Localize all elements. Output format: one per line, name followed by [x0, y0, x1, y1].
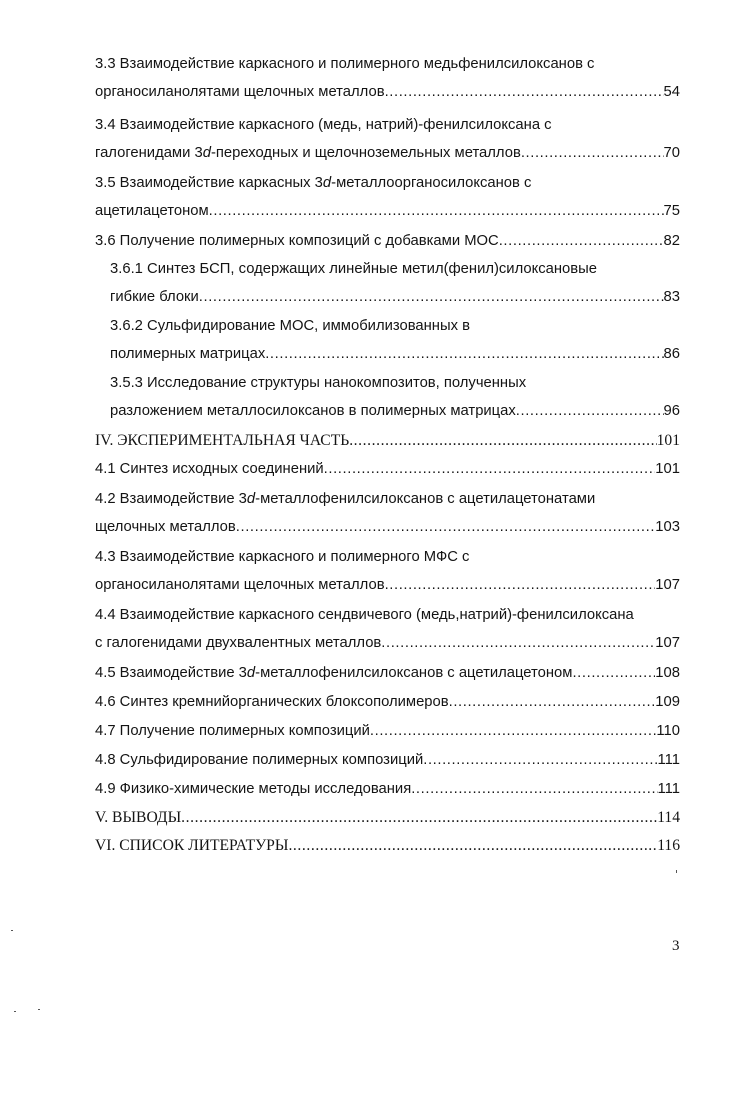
toc-entry-vi	[95, 836, 680, 856]
dot-leader	[199, 287, 664, 307]
toc-entry-3-6-1	[110, 259, 680, 307]
page-ref: 54	[663, 84, 680, 100]
toc-entry-3-5-3	[110, 373, 680, 421]
dot-leader	[449, 692, 656, 712]
toc-entry-title: 4.9 Физико-химические методы исследования	[95, 781, 412, 797]
page-ref: 107	[655, 635, 680, 651]
toc-entry-title-cont: полимерных матрицах	[110, 346, 266, 362]
page-ref: 107	[655, 577, 680, 593]
toc-entry-4-6	[95, 692, 680, 712]
toc-entry-title-cont: органосиланолятами щелочных металлов	[95, 84, 385, 100]
toc-entry-title-cont: галогенидами 3d-переходных и щелочноземельных металлов	[95, 145, 521, 161]
toc-entry-title-cont: щелочных металлов	[95, 519, 236, 535]
dot-leader	[209, 201, 664, 221]
toc-entry-4-4	[95, 605, 680, 653]
dot-leader	[572, 663, 655, 683]
scan-speck	[11, 930, 13, 931]
dot-leader	[236, 517, 656, 537]
toc-entry-title: 3.6.2 Сульфидирование МОС, иммобилизованных в	[110, 318, 470, 334]
toc-entry-3-5	[95, 173, 680, 221]
toc-entry-title: 4.4 Взаимодействие каркасного сендвичевого (медь,натрий)-фенилсилоксана	[95, 607, 634, 623]
toc-entry-title: 3.3 Взаимодействие каркасного и полимерного медьфенилсилоксанов с	[95, 56, 595, 72]
dot-leader	[381, 633, 655, 653]
page-ref: 114	[657, 809, 680, 826]
toc-entry-title: V. ВЫВОДЫ	[95, 809, 182, 826]
toc-entry-4-2	[95, 489, 680, 537]
toc-entry-3-3	[95, 54, 680, 102]
toc-entry-4-1	[95, 459, 680, 479]
toc-entry-title: 4.6 Синтез кремнийорганических блоксополимеров	[95, 694, 449, 710]
scan-speck	[14, 1011, 16, 1012]
page-number: 3	[672, 938, 680, 954]
toc-entry-title: 4.8 Сульфидирование полимерных композиций	[95, 752, 424, 768]
toc-entry-4-8	[95, 750, 680, 770]
page-ref: 111	[657, 781, 680, 797]
page-ref: 109	[655, 694, 680, 710]
toc-entry-v	[95, 808, 680, 828]
page-ref: 108	[655, 665, 680, 681]
dot-leader	[516, 401, 664, 421]
page-ref: 101	[656, 432, 680, 449]
toc-entry-title: IV. ЭКСПЕРИМЕНТАЛЬНАЯ ЧАСТЬ	[95, 432, 350, 449]
toc-entry-title-cont: гибкие блоки	[110, 289, 199, 305]
toc-entry-title: 4.7 Получение полимерных композиций	[95, 723, 370, 739]
page-ref: 86	[663, 346, 680, 362]
toc-entry-title: 3.5.3 Исследование структуры нанокомпозитов, полученных	[110, 375, 527, 391]
dot-leader	[370, 721, 657, 741]
toc-entry-4-9	[95, 779, 680, 799]
page-ref: 101	[655, 461, 680, 477]
toc-entry-title-cont: разложением металлосилоксанов в полимерных матрицах	[110, 403, 516, 419]
page-ref: 96	[663, 403, 680, 419]
scan-speck	[676, 870, 677, 873]
toc-entry-title: 4.1 Синтез исходных соединений	[95, 461, 324, 477]
page-ref: 75	[663, 203, 680, 219]
dot-leader	[349, 431, 656, 451]
page-ref: 103	[655, 519, 680, 535]
dot-leader	[385, 82, 664, 102]
toc-entry-title: VI. СПИСОК ЛИТЕРАТУРЫ	[95, 837, 289, 854]
dot-leader	[521, 143, 664, 163]
dot-leader	[411, 779, 657, 799]
toc-entry-title: 3.4 Взаимодействие каркасного (медь, натрий)-фенилсилоксана с	[95, 117, 552, 133]
toc-entry-3-6-2	[110, 316, 680, 364]
toc-entry-title: 4.5 Взаимодействие 3d-металлофенилсилоксанов с ацетилацетоном	[95, 665, 573, 681]
toc-entry-4-7	[95, 721, 680, 741]
toc-entry-3-4	[95, 115, 680, 163]
page-ref: 82	[663, 233, 680, 249]
page-ref: 116	[657, 837, 680, 854]
dot-leader	[288, 836, 657, 856]
toc-entry-4-5	[95, 663, 680, 683]
page-ref: 70	[663, 145, 680, 161]
dot-leader	[324, 459, 656, 479]
toc-entry-title: 3.6.1 Синтез БСП, содержащих линейные метил(фенил)силоксановые	[110, 261, 597, 277]
toc-entry-4-3	[95, 547, 680, 595]
dot-leader	[423, 750, 657, 770]
toc-entry-title: 3.5 Взаимодействие каркасных 3 d -металлоорганосилоксанов с	[95, 175, 532, 191]
toc-entry-title-cont: ацетилацетоном	[95, 203, 209, 219]
toc-entry-title: 3.6 Получение полимерных композиций с добавками МОС	[95, 233, 499, 249]
toc-entry-3-6	[95, 231, 680, 251]
toc-entry-title: 4.2 Взаимодействие 3 d -металлофенилсилоксанов с ацетилацетонатами	[95, 491, 596, 507]
toc-entry-iv	[95, 431, 680, 451]
scan-speck	[38, 1009, 40, 1010]
dot-leader	[499, 231, 664, 251]
page-ref: 110	[656, 723, 680, 739]
dot-leader	[181, 808, 657, 828]
toc-entry-title: 4.3 Взаимодействие каркасного и полимерного МФС с	[95, 549, 470, 565]
toc-entry-title-cont: органосиланолятами щелочных металлов	[95, 577, 385, 593]
toc-entry-title-cont: с галогенидами двухвалентных металлов	[95, 635, 382, 651]
page-ref: 111	[657, 752, 680, 768]
dot-leader	[385, 575, 656, 595]
page-ref: 83	[663, 289, 680, 305]
dot-leader	[265, 344, 663, 364]
